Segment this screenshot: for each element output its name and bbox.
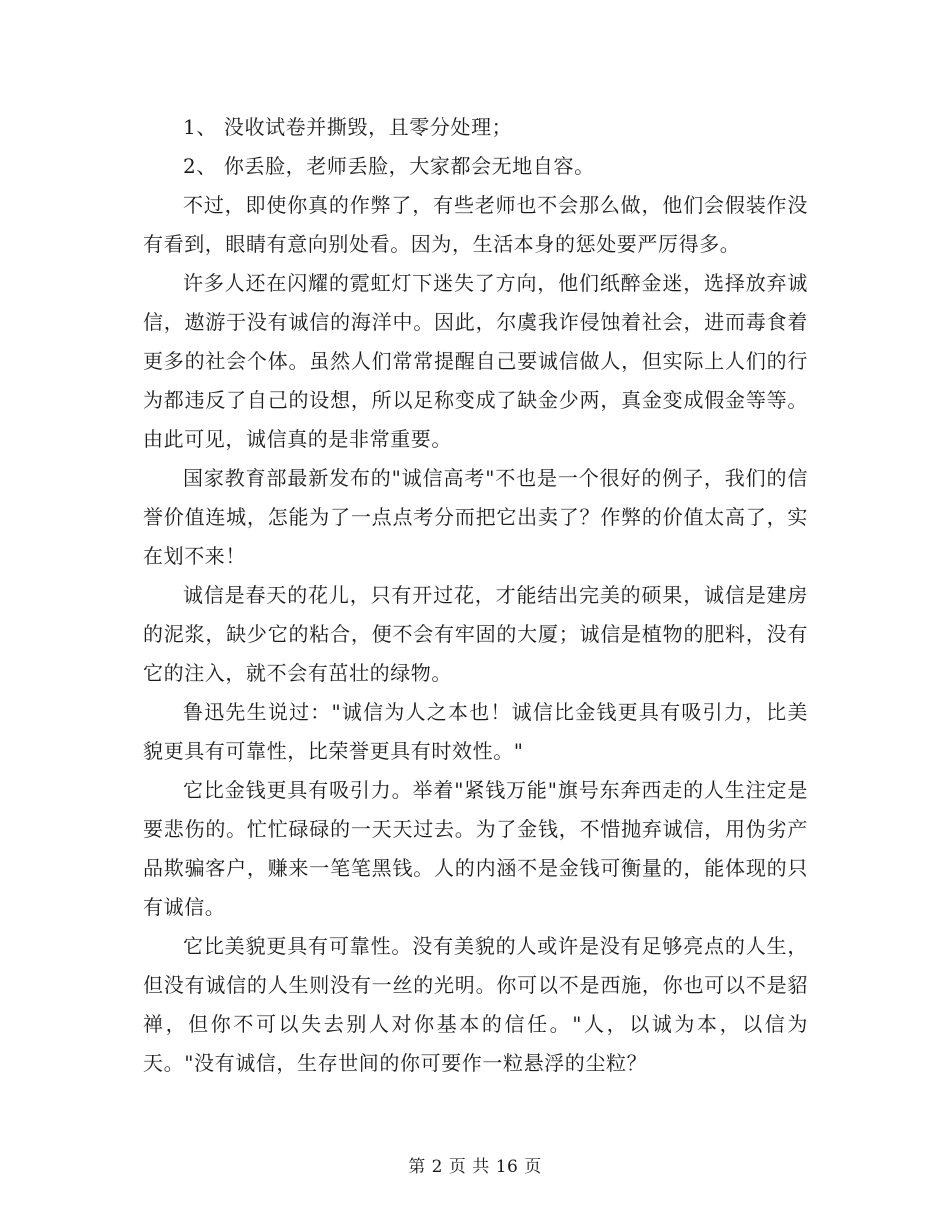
page-footer <box>0 1152 950 1177</box>
paragraph-3: 不过，即使你真的作弊了，有些老师也不会那么做，他们会假装作没有看到，眼睛有意向别处看。因为，生活本身的惩处要严厉得多。 <box>143 193 808 256</box>
paragraph-9: 它比美貌更具有可靠性。没有美貌的人或许是没有足够亮点的人生，但没有诚信的人生则没有一丝的光明。你可以不是西施，你也可以不是貂禅，但你不可以失去别人对你基本的信任。"人，以诚为本，以信为天。"没有诚信，生存世间的你可要作一粒悬浮的尘粒？ <box>143 934 808 1075</box>
paragraph-4: 许多人还在闪耀的霓虹灯下迷失了方向，他们纸醉金迷，选择放弃诚信，遨游于没有诚信的海洋中。因此，尔虞我诈侵蚀着社会，进而毒食着更多的社会个体。虽然人们常常提醒自己要诚信做人，但实际上人们的行为都违反了自己的设想，所以足称变成了缺金少两，真金变成假金等等。由此可见，诚信真的是非常重要。 <box>143 271 808 451</box>
document-body <box>143 108 808 1083</box>
page-number-label: 第 2 页 共 16 页 <box>408 1157 542 1177</box>
paragraph-6: 诚信是春天的花儿，只有开过花，才能结出完美的硕果，诚信是建房的泥浆，缺少它的粘合，便不会有牢固的大厦；诚信是植物的肥料，没有它的注入，就不会有茁壮的绿物。 <box>143 583 808 685</box>
paragraph-7: 鲁迅先生说过："诚信为人之本也！诚信比金钱更具有吸引力，比美貌更具有可靠性，比荣誉更具有时效性。" <box>143 700 808 763</box>
paragraph-8: 它比金钱更具有吸引力。举着"紧钱万能"旗号东奔西走的人生注定是要悲伤的。忙忙碌碌的一天天过去。为了金钱，不惜抛弃诚信，用伪劣产品欺骗客户，赚来一笔笔黑钱。人的内涵不是金钱可衡量的，能体现的只有诚信。 <box>143 778 808 919</box>
paragraph-5: 国家教育部最新发布的"诚信高考"不也是一个很好的例子，我们的信誉价值连城，怎能为了一点点考分而把它出卖了？作弊的价值太高了，实在划不来！ <box>143 466 808 568</box>
list-item-2: 2、 你丢脸，老师丢脸，大家都会无地自容。 <box>183 154 595 178</box>
list-item-1: 1、 没收试卷并撕毁，且零分处理； <box>183 115 513 139</box>
